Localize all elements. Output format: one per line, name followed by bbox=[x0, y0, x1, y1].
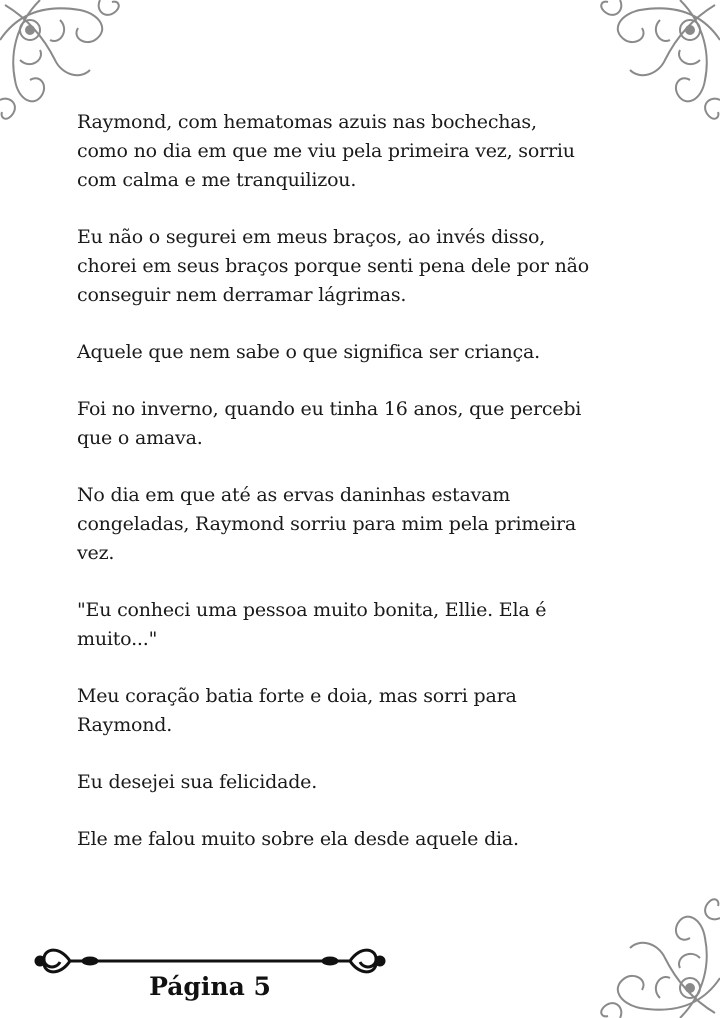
paragraph-9: Ele me falou muito sobre ela desde aquele dia. bbox=[77, 828, 519, 850]
paragraph-1: Raymond, com hematomas azuis nas bochechas, como no dia em que me viu pela primeira vez, sorriu com calma e me tranquilizou. bbox=[77, 111, 575, 191]
paragraph-6: "Eu conheci uma pessoa muito bonita, Ellie. Ela é muito..." bbox=[77, 599, 547, 650]
paragraph-8: Eu desejei sua felicidade. bbox=[77, 771, 318, 793]
corner-ornament-bottom-right-icon bbox=[570, 868, 720, 1018]
paragraph-3: Aquele que nem sabe o que significa ser criança. bbox=[77, 341, 540, 363]
paragraph-2: Eu não o segurei em meus braços, ao invés disso, chorei em seus braços porque senti pena dele por não conseguir nem derramar lágrimas. bbox=[77, 226, 589, 306]
paragraph-7: Meu coração batia forte e doia, mas sorri para Raymond. bbox=[77, 685, 517, 736]
paragraph-4: Foi no inverno, quando eu tinha 16 anos, que percebi que o amava. bbox=[77, 398, 582, 449]
body-text bbox=[77, 108, 637, 882]
page-number: Página 5 bbox=[149, 972, 271, 1001]
paragraph-5: No dia em que até as ervas daninhas estavam congeladas, Raymond sorriu para mim pela primeira vez. bbox=[77, 484, 577, 564]
